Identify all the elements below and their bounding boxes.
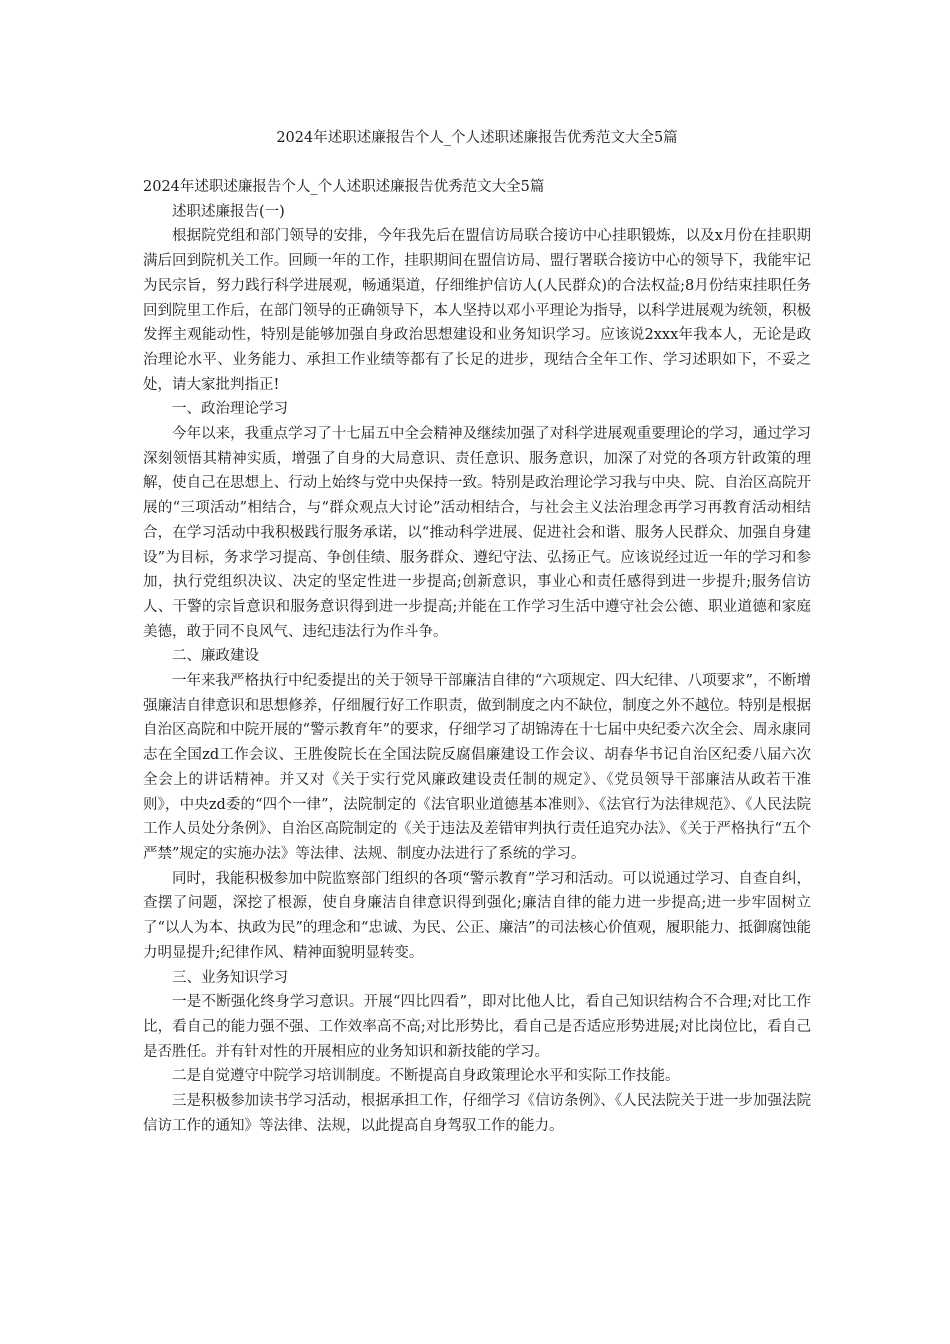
section-heading-integrity: 二、廉政建设 [172,648,259,665]
document-title: 2024年述职述廉报告个人_个人述职述廉报告优秀范文大全5篇 [276,130,678,146]
section-heading-politics: 一、政治理论学习 [172,401,288,418]
report-heading: 述职述廉报告(一) [172,203,285,220]
paragraph-integrity-1: 一年来我严格执行中纪委提出的关于领导干部廉洁自律的“六项规定、四大纪律、八项要求”，不断增强廉洁自律意识和思想修养，仔细履行好工作职责，做到制度之内不缺位，制度之外不越位。特别是根据自治区高院和中院开展的“警示教育年”的要求，仔细学习了胡锦涛在十七届中央纪委六次全会、周永康同志在全国zd工作会议、王胜俊院长在全国法院反腐倡廉建设工作会议、胡春华书记自治区纪委八届六次全会上的讲话精神。并又对《关于实行党风廉政建设责任制的规定》、《党员领导干部廉洁从政若干准则》，中央zd委的“四个一律”，法院制定的《法官职业道德基本准则》、《法官行为法律规范》、《人民法院工作人员处分条例》、自治区高院制定的《关于违法及差错审判执行责任追究办法》、《关于严格执行“五个严禁”规定的实施办法》等法律、法规、制度办法进行了系统的学习。 [143,673,811,862]
paragraph-intro: 根据院党组和部门领导的安排，今年我先后在盟信访局联合接访中心挂职锻炼，以及x月份在挂职期满后回到院机关工作。回顾一年的工作，挂职期间在盟信访局、盟行署联合接访中心的领导下，我能牢记为民宗旨，努力践行科学进展观，畅通渠道，仔细维护信访人(人民群众)的合法权益;8月份结束挂职任务回到院里工作后，在部门领导的正确领导下，本人坚持以邓小平理论为指导，以科学进展观为统领，积极发挥主观能动性，特别是能够加强自身政治思想建设和业务知识学习。应该说2xxx年我本人，无论是政治理论水平、业务能力、承担工作业绩等都有了长足的进步，现结合全年工作、学习述职如下，不妥之处，请大家批判指正! [143,228,811,393]
paragraph-business-2: 二是自觉遵守中院学习培训制度。不断提高自身政策理论水平和实际工作技能。 [172,1068,680,1085]
paragraph-integrity-2: 同时，我能积极参加中院监察部门组织的各项“警示教育”学习和活动。可以说通过学习、自查自纠，查摆了问题，深挖了根源，使自身廉洁自律意识得到强化;廉洁自律的能力进一步提高;进一步牢固树立了“以人为本、执政为民”的理念和“忠诚、为民、公正、廉洁”的司法核心价值观，履职能力、抵御腐蚀能力明显提升;纪律作风、精神面貌明显转变。 [143,870,811,961]
paragraph-business-1: 一是不断强化终身学习意识。开展“四比四看”，即对比他人比，看自己知识结构合不合理;对比工作比，看自己的能力强不强、工作效率高不高;对比形势比，看自己是否适应形势进展;对比岗位比，看自己是否胜任。并有针对性的开展相应的业务知识和新技能的学习。 [143,994,811,1060]
section-heading-business: 三、业务知识学习 [172,969,288,986]
document-body [143,175,811,1138]
paragraph-business-3: 三是积极参加读书学习活动，根据承担工作，仔细学习《信访条例》、《人民法院关于进一步加强法院信访工作的通知》等法律、法规，以此提高自身驾驭工作的能力。 [143,1093,811,1134]
document-subtitle: 2024年述职述廉报告个人_个人述职述廉报告优秀范文大全5篇 [143,179,545,195]
paragraph-politics: 今年以来，我重点学习了十七届五中全会精神及继续加强了对科学进展观重要理论的学习，通过学习深刻领悟其精神实质，增强了自身的大局意识、责任意识、服务意识，加深了对党的各项方针政策的理解，使自己在思想上、行动上始终与党中央保持一致。特别是政治理论学习我与中央、院、自治区高院开展的“三项活动”相结合，与“群众观点大讨论”活动相结合，与社会主义法治理念再学习再教育活动相结合，在学习活动中我积极践行服务承诺，以“推动科学进展、促进社会和谐、服务人民群众、加强自身建设”为目标，务求学习提高、争创佳绩、服务群众、遵纪守法、弘扬正气。应该说经过近一年的学习和参加，执行党组织决议、决定的坚定性进一步提高;创新意识，事业心和责任感得到进一步提升;服务信访人、干警的宗旨意识和服务意识得到进一步提高;并能在工作学习生活中遵守社会公德、职业道德和家庭美德，敢于同不良风气、违纪违法行为作斗争。 [143,426,811,640]
